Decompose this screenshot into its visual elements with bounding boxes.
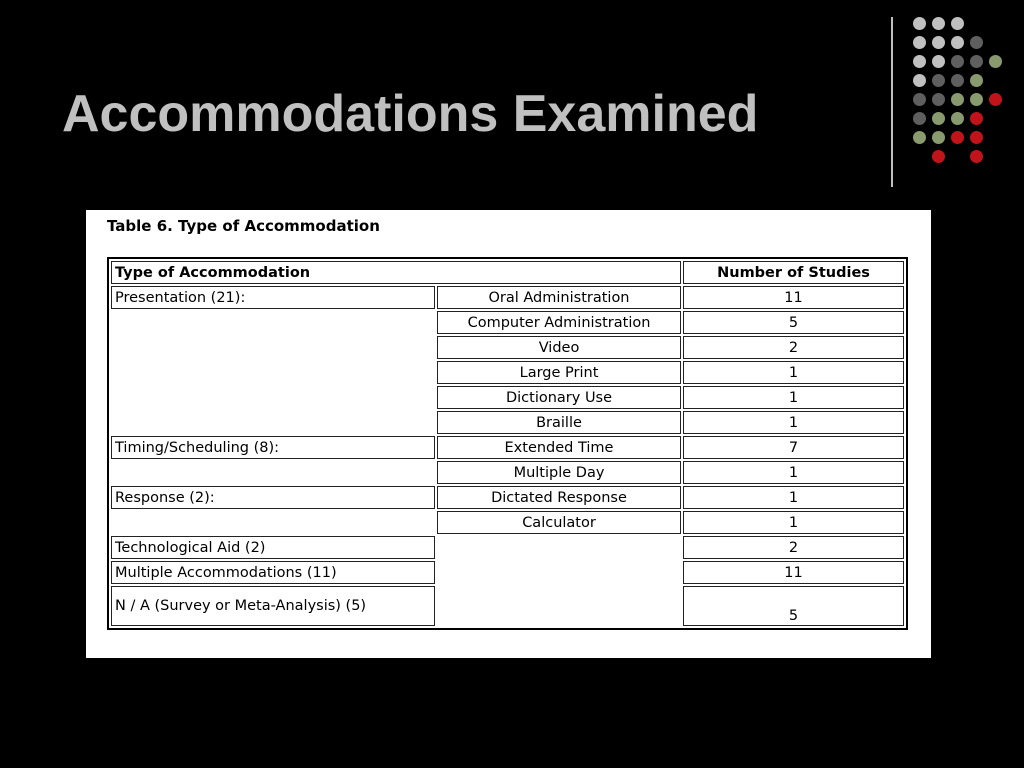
decorative-dot [951, 131, 964, 144]
slide-title: Accommodations Examined [62, 85, 759, 143]
count-cell: 1 [683, 461, 904, 484]
decorative-dot [951, 36, 964, 49]
count-cell: 1 [683, 386, 904, 409]
decorative-dot [913, 93, 926, 106]
table-panel [86, 210, 931, 658]
count-cell: 1 [683, 486, 904, 509]
table-row [111, 286, 904, 309]
table-row [111, 311, 904, 334]
sub-type-cell: Oral Administration [437, 286, 681, 309]
decorative-dot [932, 112, 945, 125]
table-row [111, 336, 904, 359]
decorative-dot [932, 36, 945, 49]
decorative-dot [932, 131, 945, 144]
table-row [111, 436, 904, 459]
decorative-dot [913, 131, 926, 144]
category-cell: Technological Aid (2) [111, 536, 435, 559]
count-cell: 11 [683, 561, 904, 584]
decorative-dot [970, 74, 983, 87]
decorative-dot [970, 93, 983, 106]
count-cell: 11 [683, 286, 904, 309]
table-caption: Table 6. Type of Accommodation [107, 217, 380, 235]
sub-type-cell: Dictated Response [437, 486, 681, 509]
sub-type-cell: Dictionary Use [437, 386, 681, 409]
decorative-dot [913, 55, 926, 68]
count-cell: 1 [683, 361, 904, 384]
count-cell: 5 [683, 311, 904, 334]
count-cell: 7 [683, 436, 904, 459]
category-cell: Presentation (21): [111, 286, 435, 309]
category-cell: Multiple Accommodations (11) [111, 561, 435, 584]
table-row [111, 511, 904, 534]
decorative-dot [970, 36, 983, 49]
empty-category-cell [111, 361, 435, 384]
empty-category-cell [111, 411, 435, 434]
empty-category-cell [111, 336, 435, 359]
decorative-dot [951, 55, 964, 68]
count-cell: 1 [683, 411, 904, 434]
header-type-of-accommodation: Type of Accommodation [111, 261, 681, 284]
table-row [111, 361, 904, 384]
category-cell: Timing/Scheduling (8): [111, 436, 435, 459]
decorative-dot [989, 93, 1002, 106]
decorative-dot [951, 17, 964, 30]
sub-type-cell: Braille [437, 411, 681, 434]
table-row [111, 536, 904, 559]
decorative-dot [932, 93, 945, 106]
decorative-dot [913, 112, 926, 125]
decorative-dot [970, 112, 983, 125]
table-row [111, 486, 904, 509]
table-row [111, 561, 904, 584]
title-divider [891, 17, 893, 187]
count-cell: 2 [683, 536, 904, 559]
table-row [111, 386, 904, 409]
category-cell: Response (2): [111, 486, 435, 509]
count-cell: 5 [683, 586, 904, 626]
count-cell: 1 [683, 511, 904, 534]
empty-sub-type-cell [437, 586, 681, 626]
decorative-dot [989, 55, 1002, 68]
table-header-row [111, 261, 904, 284]
sub-type-cell: Multiple Day [437, 461, 681, 484]
decorative-dot [932, 17, 945, 30]
empty-sub-type-cell [437, 536, 681, 559]
decorative-dot [970, 150, 983, 163]
empty-category-cell [111, 511, 435, 534]
decorative-dot [970, 131, 983, 144]
sub-type-cell: Extended Time [437, 436, 681, 459]
decorative-dot [951, 112, 964, 125]
empty-category-cell [111, 311, 435, 334]
decorative-dot [913, 17, 926, 30]
decorative-dot [932, 74, 945, 87]
accommodation-table [107, 257, 908, 630]
sub-type-cell: Calculator [437, 511, 681, 534]
decorative-dot [932, 55, 945, 68]
sub-type-cell: Computer Administration [437, 311, 681, 334]
table-row [111, 411, 904, 434]
decorative-dot [951, 93, 964, 106]
decorative-dot [932, 150, 945, 163]
sub-type-cell: Video [437, 336, 681, 359]
empty-sub-type-cell [437, 561, 681, 584]
decorative-dot [951, 74, 964, 87]
empty-category-cell [111, 386, 435, 409]
category-cell: N / A (Survey or Meta-Analysis) (5) [111, 586, 435, 626]
sub-type-cell: Large Print [437, 361, 681, 384]
header-number-of-studies: Number of Studies [683, 261, 904, 284]
empty-category-cell [111, 461, 435, 484]
table-row [111, 461, 904, 484]
decorative-dot [913, 74, 926, 87]
table-row [111, 586, 904, 626]
decorative-dot [913, 36, 926, 49]
decorative-dot [970, 55, 983, 68]
count-cell: 2 [683, 336, 904, 359]
